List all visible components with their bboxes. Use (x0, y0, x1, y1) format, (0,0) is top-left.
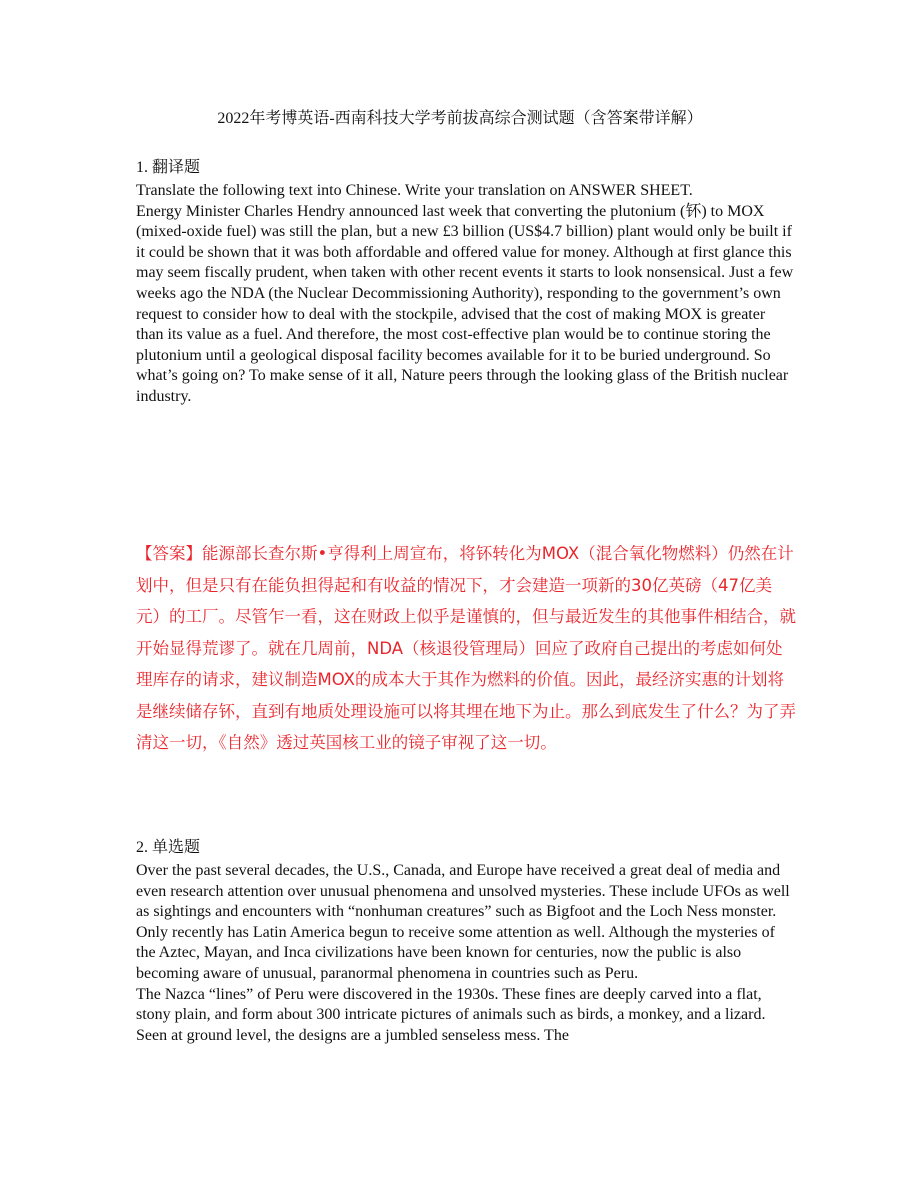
question-1-instruction: Translate the following text into Chinese. Write your translation on ANSWER SHEET. (136, 182, 693, 199)
question-2-paragraph-2: The Nazca “lines” of Peru were discovered in the 1930s. These fines are deeply carved into a flat, stony plain, and form about 300 intricate pictures of animals such as birds, a monkey, and a lizard. Seen at ground level, the designs are a jumbled senseless mess. The (136, 985, 766, 1044)
question-2-body (136, 861, 796, 1046)
question-1-heading: 1. 翻译题 (136, 159, 201, 176)
question-1-body (136, 181, 796, 408)
question-2-paragraph-1: Over the past several decades, the U.S., Canada, and Europe have received a great deal of media and even research attention over unusual phenomena and unsolved mysteries. These include UFOs as well as sightings and encounters with “nonhuman creatures” such as Bigfoot and the Loch Ness monster. Only recently has Latin America begun to receive some attention as well. Although the mysteries of the Aztec, Mayan, and Inca civilizations have been known for centuries, now the public is also becoming aware of unusual, paranormal phenomena in countries such as Peru. (136, 862, 790, 982)
question-1-passage: Energy Minister Charles Hendry announced last week that converting the plutonium (钚) to MOX (mixed-oxide fuel) was still the plan, but a new £3 billion (US$4.7 billion) plant would only be built if it could be shown that it was both affordable and offered value for money. Although at first glance this may seem fiscally prudent, when taken with other recent events it starts to look nonsensical. Just a few weeks ago the NDA (the Nuclear Decommissioning Authority), responding to the government’s own request to consider how to deal with the stockpile, advised that the cost of making MOX is greater than its value as a fuel. And therefore, the most cost-effective plan would be to continue storing the plutonium until a geological disposal facility becomes available for it to be buried underground. So what’s going on? To make sense of it all, Nature peers through the looking glass of the British nuclear industry. (136, 202, 794, 405)
question-1-answer: 【答案】能源部长查尔斯•亨得利上周宣布，将钚转化为MOX（混合氧化物燃料）仍然在计划中，但是只有在能负担得起和有收益的情况下，才会建造一项新的30亿英磅（47亿美元）的工厂。尽管乍一看，这在财政上似乎是谨慎的，但与最近发生的其他事件相结合，就开始显得荒谬了。就在几周前，NDA（核退役管理局）回应了政府自己提出的考虑如何处理库存的请求，建议制造MOX的成本大于其作为燃料的价值。因此，最经济实惠的计划将是继续储存钚，直到有地质处理设施可以将其埋在地下为止。那么到底发生了什么？为了弄清这一切，《自然》透过英国核工业的镜子审视了这一切。 (136, 544, 796, 752)
document-title: 2022年考博英语-西南科技大学考前拔高综合测试题（含答案带详解） (217, 110, 703, 127)
question-2-heading: 2. 单选题 (136, 839, 201, 856)
